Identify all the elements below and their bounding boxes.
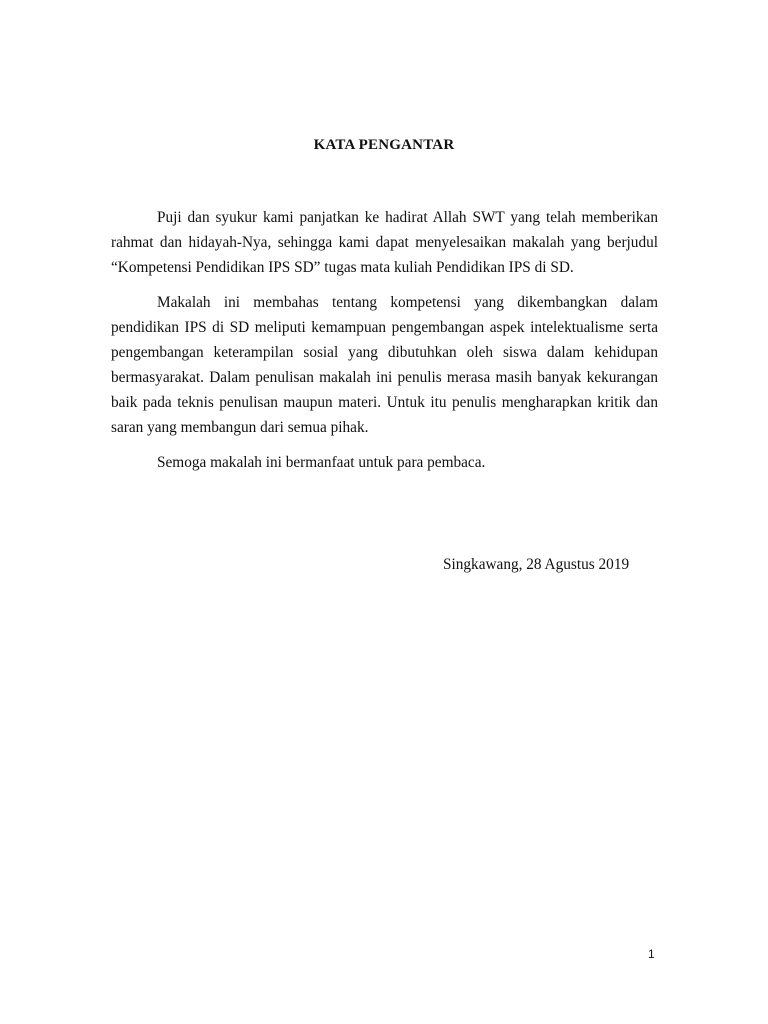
paragraph-3: Semoga makalah ini bermanfaat untuk para pembaca. [157,454,486,471]
page-number: 1 [648,947,655,961]
body-text [111,205,658,485]
page-title: KATA PENGANTAR [313,137,455,153]
paragraph-1: Puji dan syukur kami panjatkan ke hadirat Allah SWT yang telah memberikan rahmat dan hidayah-Nya, sehingga kami dapat menyelesaikan makalah yang berjudul “Kompetensi Pendidikan IPS SD” tugas mata kuliah Pendidikan IPS di SD. [111,209,658,276]
paragraph-2: Makalah ini membahas tentang kompetensi yang dikembangkan dalam pendidikan IPS di SD meliputi kemampuan pengembangan aspek intelektualisme serta pengembangan keterampilan sosial yang dibutuhkan oleh siswa dalam kehidupan bermasyarakat. Dalam penulisan makalah ini penulis merasa masih banyak kekurangan baik pada teknis penulisan maupun materi. Untuk itu penulis mengharapkan kritik dan saran yang membangun dari semua pihak. [111,294,658,436]
place-date-signoff: Singkawang, 28 Agustus 2019 [443,556,630,573]
